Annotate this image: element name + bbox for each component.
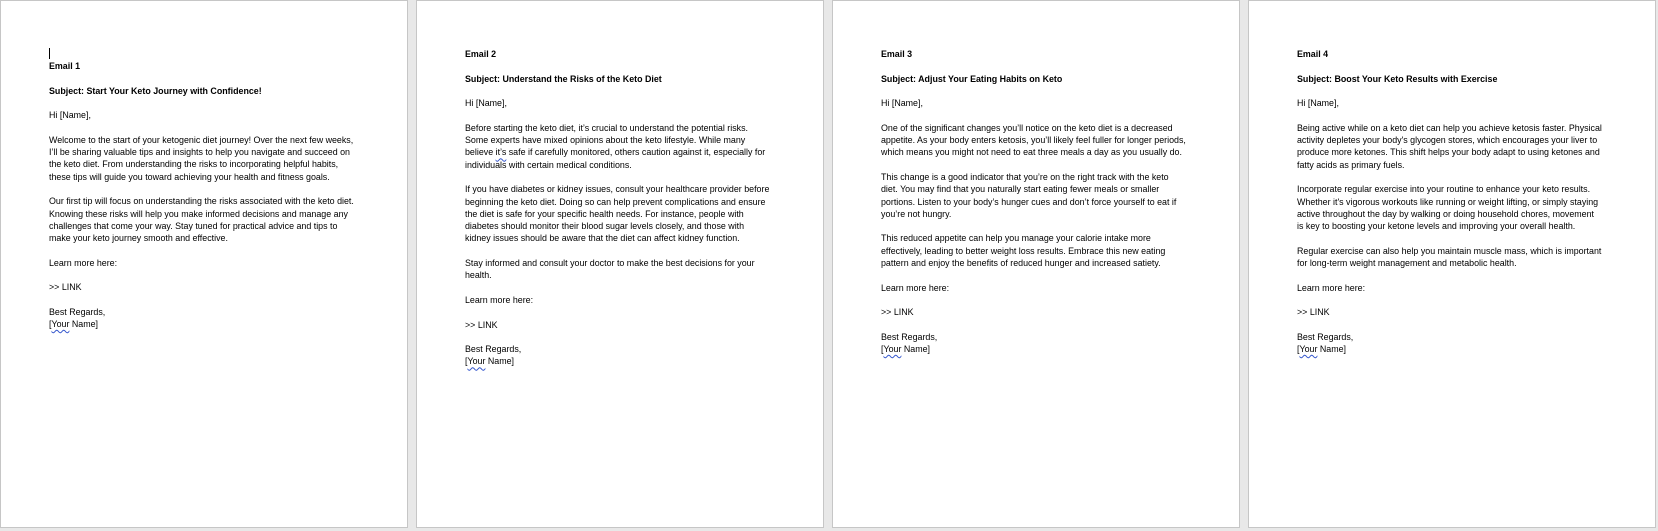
email-greeting: Hi [Name], [881, 98, 923, 109]
email-paragraph: Our first tip will focus on understanding the risks associated with the keto diet. Knowing these risks will help you make informed decisions and manage any challenges that come your way. Stay tuned for practical advice and tips to make your keto journey smooth and effective. [49, 196, 354, 244]
email-paragraph: This change is a good indicator that you’re on the right track with the keto diet. You may find that you naturally start eating fewer meals or smaller portions. Listen to your body’s hunger cues and don’t force yourself to eat if you’re not hungry. [881, 171, 1177, 219]
signature-suffix: Name] [485, 356, 515, 367]
document-page-3[interactable] [832, 0, 1240, 528]
signoff: Best Regards, [881, 331, 938, 342]
email-paragraph: This reduced appetite can help you manage your calorie intake more effectively, leading to better weight loss results. Embrace this new eating pattern and enjoy the benefits of reduced hunger and increased satiety. [881, 233, 1166, 269]
signature-name [1297, 343, 1602, 355]
learn-more-label: Learn more here: [881, 282, 950, 293]
email-subject: Subject: Adjust Your Eating Habits on Keto [881, 73, 1063, 84]
document-page-4[interactable] [1248, 0, 1656, 528]
link-placeholder: >> LINK [881, 307, 914, 318]
spelling-flagged-word[interactable]: Your [467, 356, 486, 367]
spelling-flagged-word[interactable]: Your [883, 344, 902, 355]
email-1-body[interactable] [49, 60, 354, 331]
signoff: Best Regards, [1297, 331, 1354, 342]
email-subject: Subject: Boost Your Keto Results with Exercise [1297, 73, 1498, 84]
spelling-flagged-word[interactable]: it’s [495, 147, 507, 158]
email-heading: Email 2 [465, 49, 497, 59]
email-heading: Email 4 [1297, 49, 1329, 59]
document-page-1[interactable] [0, 0, 408, 528]
signature-name [881, 343, 1186, 355]
signoff: Best Regards, [49, 306, 106, 317]
spelling-flagged-word[interactable]: Your [1299, 344, 1318, 355]
email-paragraph: Stay informed and consult your doctor to make the best decisions for your health. [465, 258, 755, 281]
email-greeting: Hi [Name], [49, 110, 91, 121]
email-paragraph: If you have diabetes or kidney issues, consult your healthcare provider before beginning the keto diet. Doing so can help prevent complications and ensure the diet is safe for your specific health needs. For instance, people with diabetes should monitor their blood sugar levels closely, and those with kidney issues should be aware that the diet can affect kidney function. [465, 184, 770, 244]
email-paragraph: Incorporate regular exercise into your routine to enhance your keto results. Whether it's vigorous workouts like running or weight lifting, or simply staying active throughout the day by walking or doing household chores, movement is key to boosting your ketone levels and improving your overall health. [1297, 184, 1599, 232]
document-page-2[interactable] [416, 0, 824, 528]
signature-prefix: [ [1297, 344, 1300, 355]
email-paragraph: Regular exercise can also help you maintain muscle mass, which is important for long-term weight management and metabolic health. [1297, 245, 1602, 269]
email-2-body[interactable] [465, 48, 770, 368]
email-paragraph [465, 122, 770, 171]
signature-prefix: [ [49, 319, 52, 330]
signature-name [465, 355, 770, 367]
signature-suffix: Name] [1317, 344, 1347, 355]
signature-name [49, 318, 354, 330]
signature-prefix: [ [465, 356, 468, 367]
spelling-flagged-word[interactable]: Your [51, 319, 70, 330]
email-3-body[interactable] [881, 48, 1186, 355]
paragraph-text: Before starting the keto diet, it’s crucial to understand the potential risks. Some experts have mixed opinions about the keto lifestyle. While many believe [465, 122, 749, 158]
learn-more-label: Learn more here: [49, 257, 118, 268]
learn-more-label: Learn more here: [465, 294, 534, 305]
signature-suffix: Name] [901, 344, 931, 355]
paragraph-text: safe if carefully monitored, others caution against it, especially for individuals with certain medical conditions. [465, 147, 766, 170]
email-4-body[interactable] [1297, 48, 1602, 355]
email-paragraph: Being active while on a keto diet can help you achieve ketosis faster. Physical activity depletes your body's glycogen stores, which encourages your liver to produce more ketones. This shift helps your body adapt to using ketones and fatty acids as primary fuels. [1297, 122, 1602, 170]
email-greeting: Hi [Name], [1297, 98, 1339, 109]
signature-suffix: Name] [69, 319, 99, 330]
email-greeting: Hi [Name], [465, 98, 507, 109]
signoff: Best Regards, [465, 344, 522, 355]
signature-prefix: [ [881, 344, 884, 355]
email-subject: Subject: Understand the Risks of the Keto Diet [465, 73, 662, 84]
email-paragraph: Welcome to the start of your ketogenic diet journey! Over the next few weeks, I’ll be sharing valuable tips and insights to help you navigate and succeed on the keto diet. From understanding the risks to incorporating helpful habits, these tips will guide you toward achieving your health and fitness goals. [49, 134, 354, 182]
link-placeholder: >> LINK [1297, 307, 1330, 318]
link-placeholder: >> LINK [465, 319, 498, 330]
learn-more-label: Learn more here: [1297, 282, 1366, 293]
text-cursor [49, 48, 50, 59]
link-placeholder: >> LINK [49, 282, 82, 293]
email-paragraph: One of the significant changes you’ll notice on the keto diet is a decreased appetite. As your body enters ketosis, you’ll likely feel fuller for longer periods, which means you might not need to eat three meals a day as you usually do. [881, 122, 1186, 158]
email-heading: Email 3 [881, 49, 913, 59]
email-subject: Subject: Start Your Keto Journey with Confidence! [49, 85, 262, 96]
email-heading: Email 1 [49, 61, 81, 71]
